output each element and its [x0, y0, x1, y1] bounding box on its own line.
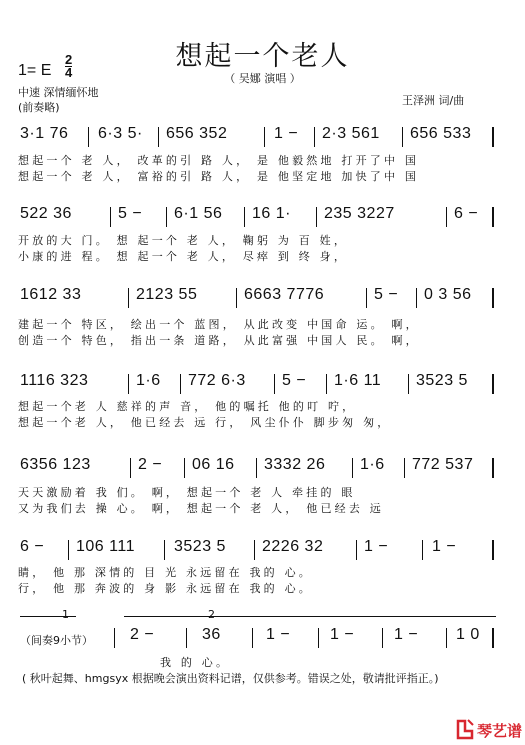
barline	[264, 127, 265, 147]
barline	[404, 458, 405, 478]
second-ending-bracket	[124, 616, 496, 617]
measure-2: 5 −	[118, 205, 143, 222]
measure-4: 16 1·	[252, 205, 291, 222]
measure-2: 6·3 5·	[98, 125, 143, 142]
barline	[416, 288, 417, 308]
barline	[184, 458, 185, 478]
barline	[314, 127, 315, 147]
lyrics-verse-1: 建起一个 特区， 绘出一个 蓝图， 从此改变 中国命 运。 啊，	[18, 318, 420, 331]
lyrics-verse-1: 睛， 他 那 深情的 目 光 永远留在 我的 心。	[18, 566, 313, 579]
measure-3: 6·1 56	[174, 205, 223, 222]
barline	[180, 374, 181, 394]
measure-5: 2·3 561	[322, 125, 380, 142]
lyrics-verse-1: 想起一个 老 人， 改革的引 路 人， 是 他毅然地 打开了中 国	[18, 154, 420, 167]
barline	[446, 628, 447, 648]
measure-6: 772 537	[412, 456, 474, 473]
key-signature: 1= E	[18, 62, 52, 79]
second-ending-number: 2	[208, 608, 215, 621]
measure-3: 772 6·3	[188, 372, 246, 389]
barline	[352, 458, 353, 478]
measure-2: 106 111	[76, 538, 135, 555]
music-system-2	[18, 205, 496, 229]
barline	[446, 207, 447, 227]
measure-5: 1·6	[360, 456, 385, 473]
lyrics-verse-1: 想起一个老 人 慈祥的声 音， 他的嘱托 他的叮 咛，	[18, 400, 357, 413]
measure-1: 2 −	[130, 626, 155, 643]
time-signature	[65, 54, 72, 79]
barline	[158, 127, 159, 147]
barline	[492, 458, 494, 478]
measure-4: 1 −	[330, 626, 355, 643]
barline	[166, 207, 167, 227]
lyrics-verse-1: 天天激励着 我 们。 啊， 想起一个 老 人 牵挂的 眼	[18, 486, 356, 499]
measure-4: 2226 32	[262, 538, 324, 555]
final-barline	[492, 628, 494, 648]
barline	[492, 207, 494, 227]
barline	[366, 288, 367, 308]
repeat-barline	[114, 628, 115, 648]
barline	[492, 374, 494, 394]
barline	[110, 207, 111, 227]
music-system-6	[18, 538, 496, 562]
site-logo	[455, 716, 521, 742]
barline	[318, 628, 319, 648]
measure-1: 1116 323	[20, 372, 89, 389]
singer-credit: （ 吴娜 演唱 ）	[224, 72, 301, 85]
logo-text: 琴艺谱	[477, 722, 523, 740]
interlude-label: （间奏9小节）	[20, 634, 93, 647]
measure-1: 3·1 76	[20, 125, 69, 142]
measure-3: 1 −	[266, 626, 291, 643]
composer-credit: 王泽洲 词/曲	[402, 94, 465, 107]
measure-5: 1 −	[364, 538, 389, 555]
barline	[236, 288, 237, 308]
intro-note: (前奏略)	[18, 101, 60, 114]
lyrics-verse-2: 又为我们去 操 心。 啊， 想起一个 老 人， 他已经去 远	[18, 502, 384, 515]
music-system-3	[18, 286, 496, 310]
barline	[492, 540, 494, 560]
transcription-note: ( 秋叶起舞、hmgsyx 根据晚会演出资料记谱，仅供参考。错误之处，敬请批评指正。)	[22, 672, 439, 685]
measure-3: 06 16	[192, 456, 235, 473]
barline	[88, 127, 89, 147]
music-system-4	[18, 372, 496, 396]
measure-2: 1·6	[136, 372, 161, 389]
music-system-1	[18, 125, 496, 149]
tempo-marking: 中速 深情缅怀地	[18, 86, 99, 99]
measure-4: 3332 26	[264, 456, 326, 473]
barline	[164, 540, 165, 560]
measure-4: 5 −	[282, 372, 307, 389]
lyrics-verse-1: 开放的大 门。 想 起一个 老 人， 鞠躬 为 百 姓，	[18, 234, 349, 247]
barline	[316, 207, 317, 227]
measure-1: 6 −	[20, 538, 45, 555]
barline	[356, 540, 357, 560]
measure-6: 1 0	[456, 626, 480, 643]
time-sig-bottom: 4	[65, 65, 73, 80]
barline	[130, 458, 131, 478]
barline	[492, 127, 494, 147]
measure-6: 3523 5	[416, 372, 468, 389]
music-system-7	[18, 626, 496, 650]
measure-2: 2123 55	[136, 286, 198, 303]
barline	[408, 374, 409, 394]
barline	[186, 628, 187, 648]
barline	[382, 628, 383, 648]
measure-4: 1 −	[274, 125, 299, 142]
barline	[128, 374, 129, 394]
song-title: 想起一个老人	[175, 41, 350, 72]
time-sig-top: 2	[65, 52, 73, 67]
logo-icon	[455, 718, 475, 740]
barline	[326, 374, 327, 394]
barline	[244, 207, 245, 227]
barline	[274, 374, 275, 394]
lyrics-verse-2: 创造一个 特色， 指出一条 道路， 从此富强 中国人 民。 啊，	[18, 334, 420, 347]
measure-5: 0 3 56	[424, 286, 472, 303]
measure-1: 1612 33	[20, 286, 82, 303]
barline	[128, 288, 129, 308]
measure-6: 1 −	[432, 538, 457, 555]
barline	[254, 540, 255, 560]
measure-5: 1 −	[394, 626, 419, 643]
measure-2: 36	[202, 626, 221, 643]
measure-1: 6356 123	[20, 456, 91, 473]
barline	[252, 628, 253, 648]
barline	[256, 458, 257, 478]
first-ending-number: 1	[62, 608, 69, 621]
measure-3: 3523 5	[174, 538, 226, 555]
measure-6: 656 533	[410, 125, 472, 142]
measure-6: 6 −	[454, 205, 479, 222]
barline	[402, 127, 403, 147]
barline	[492, 288, 494, 308]
lyrics-verse-2: 行， 他 那 奔波的 身 影 永远留在 我的 心。	[18, 582, 313, 595]
barline	[422, 540, 423, 560]
measure-5: 1·6 11	[334, 372, 382, 389]
measure-3: 656 352	[166, 125, 228, 142]
lyrics-verse-2: 想起一个 老 人， 富裕的引 路 人， 是 他坚定地 加快了中 国	[18, 170, 420, 183]
measure-4: 5 −	[374, 286, 399, 303]
measure-3: 6663 7776	[244, 286, 325, 303]
measure-2: 2 −	[138, 456, 163, 473]
measure-1: 522 36	[20, 205, 72, 222]
measure-5: 235 3227	[324, 205, 395, 222]
lyrics-verse-2: 想起一个老 人， 他已经去 远 行， 风尘仆仆 脚步匆 匆，	[18, 416, 392, 429]
lyrics-verse-2: 小康的进 程。 想 起一个 老 人， 尽瘁 到 终 身，	[18, 250, 349, 263]
barline	[68, 540, 69, 560]
music-system-5	[18, 456, 496, 480]
ending-lyrics: 我 的 心。	[160, 656, 231, 669]
